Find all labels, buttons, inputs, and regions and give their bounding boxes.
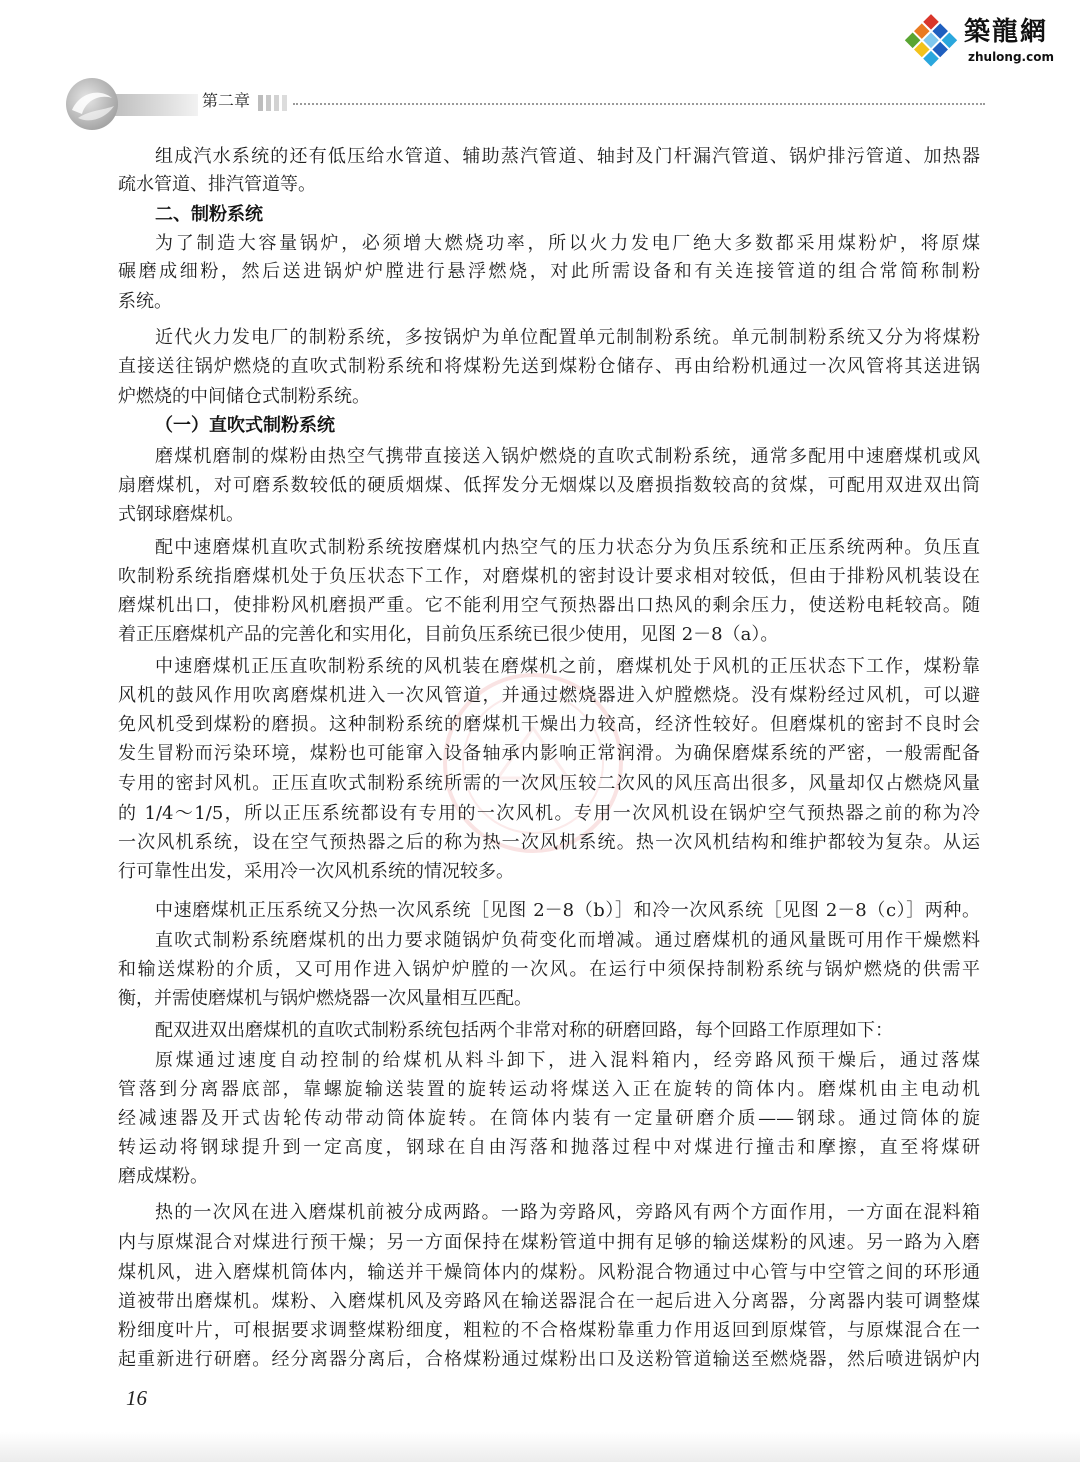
text-line: 磨成煤粉。 (118, 1166, 208, 1187)
text-line: 转运动将钢球提升到一定高度，钢球在自由泻落和抛落过程中对煤进行撞击和摩擦，直至将煤研 (118, 1137, 980, 1158)
text-line: 粉细度叶片，可根据要求调整煤粉细度，粗粒的不合格煤粉靠重力作用返回到原煤管，与原煤混合在一 (118, 1320, 980, 1341)
text-line: 一次风机系统，设在空气预热器之后的称为热一次风机系统。热一次风机结构和维护都较为复杂。从运 (118, 832, 980, 853)
site-logo-domain: zhulong.com (968, 50, 1054, 64)
text-line: 热的一次风在进入磨煤机前被分成两路。一路为旁路风，旁路风有两个方面作用，一方面在混料箱 (155, 1202, 980, 1223)
text-line: 中速磨煤机正压直吹制粉系统的风机装在磨煤机之前，磨煤机处于风机的正压状态下工作，煤粉靠 (155, 656, 980, 677)
text-line: 中速磨煤机正压系统又分热一次风系统［见图 2－8（b）］和冷一次风系统［见图 2－8（c）］两种。 (155, 900, 980, 921)
header-bars-decoration (258, 94, 290, 112)
text-line: 道被带出磨煤机。煤粉、入磨煤机风及旁路风在输送器混合在一起后进入分离器，分离器内装可调整煤 (118, 1291, 980, 1312)
header-dotted-rule (293, 103, 985, 105)
text-line: 配中速磨煤机直吹式制粉系统按磨煤机内热空气的压力状态分为负压系统和正压系统两种。负压直 (155, 537, 980, 558)
text-line: 和输送煤粉的介质，又可用作进入锅炉炉膛的一次风。在运行中须保持制粉系统与锅炉燃烧的供需平 (118, 959, 980, 980)
book-emblem-icon (60, 74, 198, 134)
pinwheel-squares-icon (900, 10, 962, 72)
text-line: 内与原煤混合对煤进行预干燥；另一方面保持在煤粉管道中拥有足够的输送煤粉的风速。另一路为入磨 (118, 1232, 980, 1253)
text-line: 疏水管道、排汽管道等。 (118, 174, 316, 195)
text-line: 原煤通过速度自动控制的给煤机从料斗卸下，进入混料箱内，经旁路风预干燥后，通过落煤 (155, 1050, 980, 1071)
text-line: 管落到分离器底部，靠螺旋输送装置的旋转运动将煤送入正在旋转的筒体内。磨煤机由主电动机 (118, 1079, 980, 1100)
text-line: 直接送往锅炉燃烧的直吹式制粉系统和将煤粉先送到煤粉仓储存、再由给粉机通过一次风管将其送进锅 (118, 356, 980, 377)
text-line: 免风机受到煤粉的磨损。这种制粉系统的磨煤机干燥出力较高，经济性较好。但磨煤机的密封不良时会 (118, 714, 980, 735)
text-line: 的 1/4～1/5，所以正压系统都设有专用的一次风机。专用一次风机设在锅炉空气预热器之前的称为冷 (118, 803, 980, 824)
text-line: 扇磨煤机，对可磨系数较低的硬质烟煤、低挥发分无烟煤以及磨损指数较高的贫煤，可配用双进双出筒 (118, 475, 980, 496)
text-line: 着正压磨煤机产品的完善化和实用化，目前负压系统已很少使用，见图 2－8（a）。 (118, 624, 779, 645)
text-line: 煤机风，进入磨煤机筒体内，输送并干燥筒体内的煤粉。风粉混合物通过中心管与中空管之间的环形通 (118, 1262, 980, 1283)
text-line: 碾磨成细粉，然后送进锅炉炉膛进行悬浮燃烧，对此所需设备和有关连接管道的组合常简称制粉 (118, 261, 980, 282)
page-number: 16 (126, 1386, 147, 1410)
text-line: 起重新进行研磨。经分离器分离后，合格煤粉通过煤粉出口及送粉管道输送至燃烧器，然后喷进锅炉内 (118, 1349, 980, 1370)
site-logo-name: 築龍網 (964, 17, 1049, 47)
text-line: 式钢球磨煤机。 (118, 504, 244, 525)
text-line: 为了制造大容量锅炉，必须增大燃烧功率，所以火力发电厂绝大多数都采用煤粉炉，将原煤 (155, 233, 980, 254)
text-line: 专用的密封风机。正压直吹式制粉系统所需的一次风压较二次风的风压高出很多，风量却仅占燃烧风量 (118, 773, 980, 794)
text-line: 行可靠性出发，采用冷一次风机系统的情况较多。 (118, 861, 514, 882)
subsection-heading: （一）直吹式制粉系统 (155, 415, 335, 436)
chapter-title: 第二章 (202, 91, 251, 110)
text-line: 炉燃烧的中间储仓式制粉系统。 (118, 386, 370, 407)
text-line: 直吹式制粉系统磨煤机的出力要求随锅炉负荷变化而增减。通过磨煤机的通风量既可用作干燥燃料 (155, 930, 980, 951)
text-line: 风机的鼓风作用吹离磨煤机进入一次风管道，并通过燃烧器进入炉膛燃烧。没有煤粉经过风机，可以避 (118, 685, 980, 706)
text-line: 系统。 (118, 291, 172, 312)
text-line: 发生冒粉而污染环境，煤粉也可能窜入设备轴承内影响正常润滑。为确保磨煤系统的严密，一般需配备 (118, 743, 980, 764)
section-heading: 二、制粉系统 (155, 204, 263, 225)
text-line: 磨煤机出口，使排粉风机磨损严重。它不能利用空气预热器出口热风的剩余压力，使送粉电耗较高。随 (118, 595, 980, 616)
text-line: 衡，并需使磨煤机与锅炉燃烧器一次风量相互匹配。 (118, 988, 532, 1009)
scan-bottom-edge (0, 1432, 1080, 1462)
text-line: 组成汽水系统的还有低压给水管道、辅助蒸汽管道、轴封及门杆漏汽管道、锅炉排污管道、加热器 (155, 146, 980, 167)
text-line: 吹制粉系统指磨煤机处于负压状态下工作，对磨煤机的密封设计要求相对较低，但由于排粉风机装设在 (118, 566, 980, 587)
text-line: 配双进双出磨煤机的直吹式制粉系统包括两个非常对称的研磨回路，每个回路工作原理如下： (155, 1020, 893, 1041)
text-line: 近代火力发电厂的制粉系统，多按锅炉为单位配置单元制制粉系统。单元制制粉系统又分为将煤粉 (155, 327, 980, 348)
text-line: 经减速器及开式齿轮传动带动筒体旋转。在筒体内装有一定量研磨介质——钢球。通过筒体的旋 (118, 1108, 980, 1129)
text-line: 磨煤机磨制的煤粉由热空气携带直接送入锅炉燃烧的直吹式制粉系统，通常多配用中速磨煤机或风 (155, 446, 980, 467)
